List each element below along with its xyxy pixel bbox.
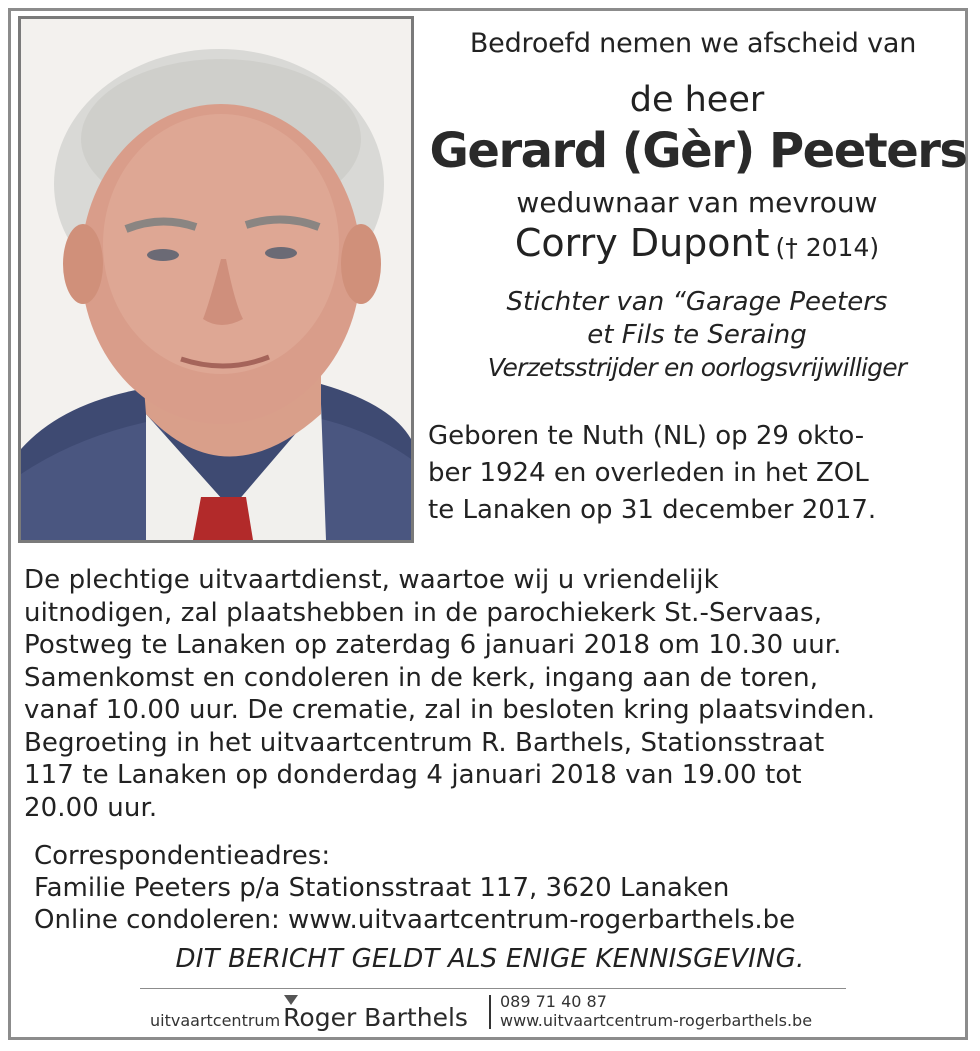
title-prefix: de heer [629,80,765,120]
resistance-text: Verzetsstrijder en oorlogsvrijwilliger [487,353,907,382]
portrait-photo [18,16,414,543]
spouse-death-year: († 2014) [775,233,880,262]
service-line: Postweg te Lanaken op zaterdag 6 januari 2018 om 10.30 uur. [24,630,842,660]
footer-phone: 089 71 40 87 [500,992,607,1011]
service-line: 20.00 uur. [24,792,158,823]
service-line: uitnodigen, zal plaatshebben in de parochiekerk St.-Servaas, [24,597,823,628]
spouse-line [428,221,966,265]
spouse-name: Corry Dupont [514,221,770,265]
service-line: De plechtige uitvaartdienst, waartoe wij u vriendelijk [24,565,719,595]
correspondence-block [34,840,964,936]
online-condolence: Online condoleren: www.uitvaartcentrum-rogerbarthels.be [34,905,796,935]
deceased-name: Gerard (Gèr) Peeters [429,123,967,179]
funeral-home-logo [150,1003,468,1032]
birth-line: Geboren te Nuth (NL) op 29 okto- [428,421,865,451]
service-line: Samenkomst en condoleren in de kerk, ingang aan de toren, [24,662,819,693]
footer-contact [500,992,812,1030]
birth-line: te Lanaken op 31 december 2017. [428,495,877,525]
correspondence-address: Familie Peeters p/a Stationsstraat 117, 3620 Lanaken [34,873,730,903]
logo-prefix: uitvaartcentrum [150,1011,281,1030]
widow-of-text: weduwnaar van mevrouw [516,186,878,219]
footer-divider [140,988,846,989]
service-paragraph [24,564,964,824]
service-line: 117 te Lanaken op donderdag 4 januari 2018 van 19.00 tot [24,760,802,790]
birth-line: ber 1924 en overleden in het ZOL [428,458,869,488]
founder-line: et Fils te Seraing [587,320,807,350]
intro-text: Bedroefd nemen we afscheid van [469,28,917,59]
service-line: vanaf 10.00 uur. De crematie, zal in besloten kring plaatsvinden. [24,695,876,725]
founder-text [428,286,966,352]
birth-death-text [428,418,948,529]
founder-line: Stichter van “Garage Peeters [506,287,888,317]
service-line: Begroeting in het uitvaartcentrum R. Barthels, Stationsstraat [24,727,825,758]
correspondence-heading: Correspondentieadres: [34,841,331,871]
footer-separator [489,995,491,1029]
logo-brand: Roger Barthels [283,1003,468,1032]
closing-notice: DIT BERICHT GELDT ALS ENIGE KENNISGEVING. [175,944,805,974]
footer-website: www.uitvaartcentrum-rogerbarthels.be [500,1011,813,1030]
